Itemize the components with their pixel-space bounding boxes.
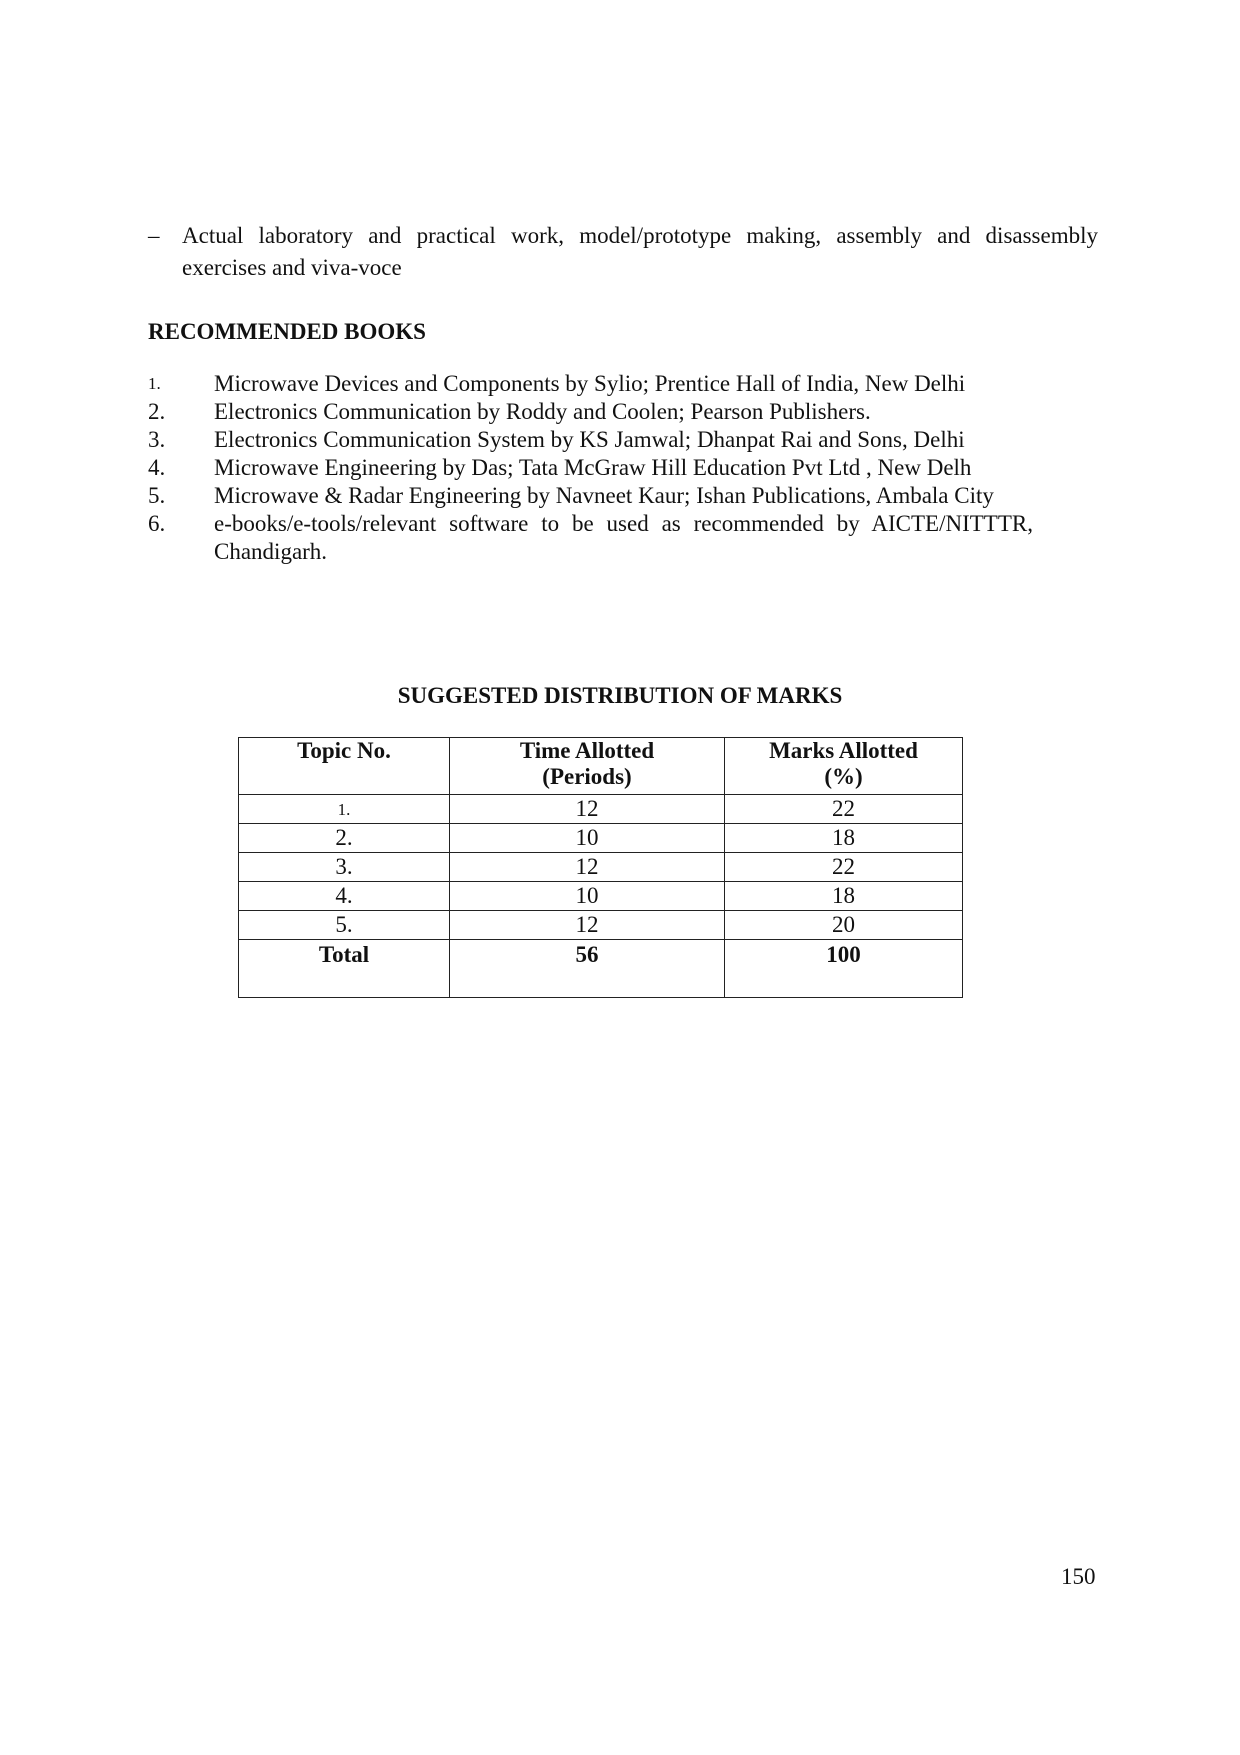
header-topic-label: Topic No.: [297, 738, 391, 763]
recommended-books-list: [148, 370, 1033, 566]
header-time-line1: Time Allotted: [519, 738, 655, 763]
list-item: [148, 454, 1033, 482]
cell-time: 12: [450, 853, 725, 882]
cell-topic: 3.: [239, 853, 450, 882]
table-row: [239, 911, 963, 940]
cell-topic: [239, 795, 450, 824]
cell-marks: 22: [725, 795, 963, 824]
cell-time: 12: [450, 795, 725, 824]
list-item: [148, 510, 1033, 566]
list-item-text: Electronics Communication by Roddy and Coolen; Pearson Publishers.: [214, 399, 871, 424]
list-item-number: 6.: [148, 511, 166, 536]
marks-table-title: SUGGESTED DISTRIBUTION OF MARKS: [397, 683, 843, 708]
header-marks-line1: Marks Allotted: [769, 738, 918, 763]
table-row: [239, 795, 963, 824]
cell-topic: 5.: [239, 911, 450, 940]
list-item: [148, 482, 1033, 510]
cell-total-time: 56: [450, 940, 725, 998]
cell-marks: 22: [725, 853, 963, 882]
cell-total-marks: 100: [725, 940, 963, 998]
list-item: [148, 370, 1033, 398]
cell-topic: 2.: [239, 824, 450, 853]
header-topic-no: [239, 738, 450, 795]
cell-time: 10: [450, 882, 725, 911]
list-item-text: Electronics Communication System by KS Jamwal; Dhanpat Rai and Sons, Delhi: [214, 427, 965, 452]
cell-topic: 4.: [239, 882, 450, 911]
list-item-text: Microwave Devices and Components by Sylio; Prentice Hall of India, New Delhi: [214, 371, 966, 396]
bullet-dash-marker: –: [148, 223, 160, 248]
header-time-allotted: [450, 738, 725, 795]
recommended-books-heading: RECOMMENDED BOOKS: [148, 319, 426, 344]
cell-marks: 18: [725, 824, 963, 853]
cell-marks: 18: [725, 882, 963, 911]
table-row: [239, 824, 963, 853]
table-total-row: [239, 940, 963, 998]
table-row: [239, 882, 963, 911]
cell-marks: 20: [725, 911, 963, 940]
intro-bullet-text: Actual laboratory and practical work, model/prototype making, assembly and disassembly exercises and viva-voce: [182, 223, 1098, 280]
table-header-row: [239, 738, 963, 795]
cell-time: 10: [450, 824, 725, 853]
table-row: [239, 853, 963, 882]
page-number: 150: [1061, 1564, 1096, 1589]
marks-distribution-table: [238, 737, 963, 998]
list-item-number: 3.: [148, 427, 166, 452]
cell-topic-value: 1.: [337, 800, 351, 819]
intro-bullet: [148, 220, 1098, 284]
header-marks-line2: (%): [824, 764, 863, 789]
list-item-text: Microwave & Radar Engineering by Navneet Kaur; Ishan Publications, Ambala City: [214, 483, 994, 508]
list-item: [148, 426, 1033, 454]
cell-time: 12: [450, 911, 725, 940]
list-item-number: 5.: [148, 483, 166, 508]
header-time-line2: (Periods): [542, 764, 632, 789]
header-marks-allotted: [725, 738, 963, 795]
list-item-number: 4.: [148, 455, 166, 480]
cell-total-label: Total: [239, 940, 450, 998]
list-item-number: 1.: [148, 374, 161, 393]
list-item: [148, 398, 1033, 426]
list-item-text: e-books/e-tools/relevant software to be used as recommended by AICTE/NITTTR, Chandigarh.: [214, 511, 1033, 564]
list-item-number: 2.: [148, 399, 166, 424]
list-item-text: Microwave Engineering by Das; Tata McGraw Hill Education Pvt Ltd , New Delh: [214, 455, 972, 480]
